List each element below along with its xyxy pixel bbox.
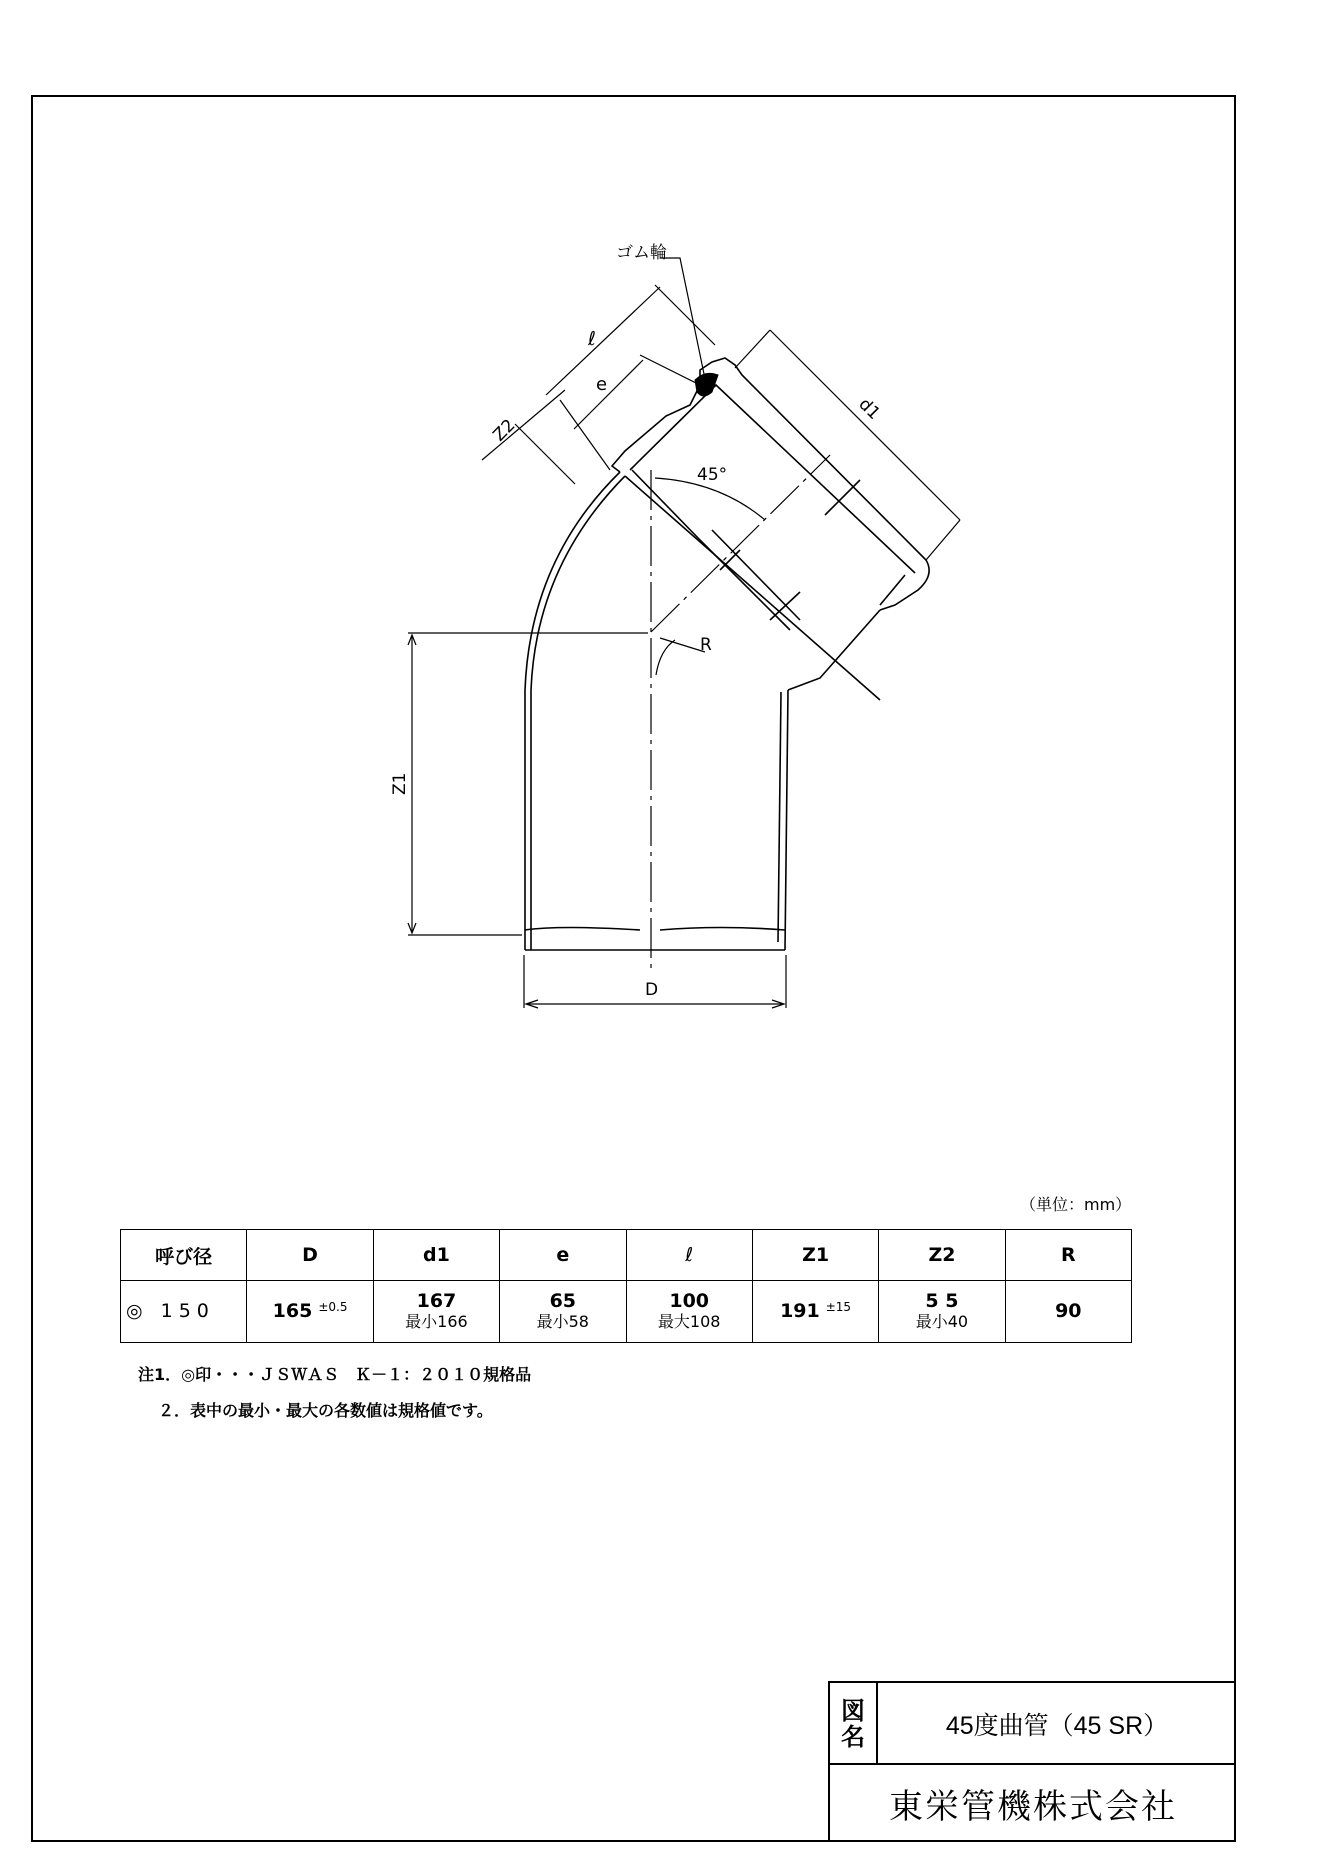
header-z2: Z2: [879, 1230, 1005, 1281]
label-gasket: ゴム輪: [616, 243, 667, 263]
centerline-diagonal: [651, 455, 830, 632]
title-block-label-1: 図: [841, 1696, 865, 1725]
cell-l: [626, 1281, 752, 1343]
drawing-name: 45度曲管（45 SR）: [878, 1681, 1236, 1765]
cell-l-max: 最大108: [657, 1312, 721, 1332]
label-r: R: [700, 635, 712, 655]
e-ext-a: [640, 355, 700, 385]
d1-ext-b: [926, 520, 960, 560]
socket-wall-b: [632, 470, 700, 540]
label-z2: Z2: [489, 415, 520, 446]
header-d: D: [247, 1230, 373, 1281]
cell-l-value: 100: [669, 1290, 710, 1313]
header-nominal: 呼び径: [121, 1230, 247, 1281]
spec-table: [120, 1229, 1132, 1343]
pipe-right-wall: [785, 690, 788, 950]
label-l: ℓ: [588, 328, 596, 350]
socket-step-b: [825, 480, 860, 515]
spec-header-row: [121, 1230, 1132, 1281]
company-name: 東栄管機株式会社: [828, 1763, 1236, 1842]
cell-e: [500, 1281, 626, 1343]
d1-ext-a: [735, 330, 770, 368]
cell-e-min: 最小58: [536, 1312, 589, 1332]
cell-d-tolerance: ±0.5: [318, 1299, 348, 1314]
e-dim-line: [574, 360, 643, 429]
cell-d1-value: 167: [416, 1290, 457, 1313]
cell-z2-min: 最小40: [915, 1312, 969, 1332]
socket-step-c: [720, 550, 740, 570]
title-block-label-2: 名: [841, 1723, 865, 1751]
dim-ext-e-start: [560, 400, 610, 470]
r-arc: [656, 640, 675, 675]
note-2: ２．表中の最小・最大の各数値は規格値です。: [158, 1401, 493, 1420]
socket-outer-top: [612, 358, 926, 560]
z2-dim-line: [482, 390, 565, 460]
cell-z1-tolerance: ±15: [825, 1299, 852, 1314]
label-z1: Z1: [390, 772, 410, 795]
d1-dim-line: [770, 330, 960, 520]
unit-label: （単位：mm）: [1020, 1195, 1132, 1214]
pipe-right-wall-inner: [778, 692, 781, 942]
pipe-bottom-bevel: [525, 928, 785, 931]
spec-data-row: [121, 1281, 1132, 1343]
socket-bell: [880, 560, 929, 610]
cell-z1-value: 191: [780, 1299, 820, 1322]
header-z1: Z1: [752, 1230, 878, 1281]
header-r: R: [1005, 1230, 1131, 1281]
gasket-leader: [660, 258, 704, 374]
cell-z2-value: 5 5: [925, 1290, 959, 1313]
cell-d-value: 165: [272, 1299, 313, 1322]
z2-ext-a: [515, 424, 575, 484]
cell-e-value: 65: [549, 1290, 577, 1313]
label-e: e: [596, 374, 608, 395]
note-1: 注1．◎印・・・ＪＳＷＡＳ Ｋ－１：２０１０規格品: [138, 1365, 532, 1384]
r-leader: [660, 638, 705, 652]
cell-d1-min: 最小166: [405, 1312, 468, 1332]
cell-r: 90: [1005, 1281, 1131, 1343]
cell-z1: [752, 1281, 878, 1343]
cell-d: [247, 1281, 373, 1343]
label-angle: 45°: [697, 465, 728, 485]
socket-wall-a: [625, 476, 880, 700]
cell-nominal: ◎ 150: [121, 1281, 247, 1343]
label-d: D: [645, 980, 659, 1000]
l-ext-a: [655, 285, 715, 345]
header-d1: d1: [373, 1230, 499, 1281]
title-block-label: [828, 1681, 878, 1765]
cell-d1: [373, 1281, 499, 1343]
cell-z2: [879, 1281, 1005, 1343]
title-block: [828, 1681, 1236, 1842]
socket-inner-face: [700, 530, 800, 630]
socket-lower-edge: [788, 610, 880, 690]
pipe-left-wall-inner: [531, 476, 625, 950]
label-d1: d1: [854, 394, 884, 424]
header-l: ℓ: [626, 1230, 752, 1281]
header-e: e: [500, 1230, 626, 1281]
